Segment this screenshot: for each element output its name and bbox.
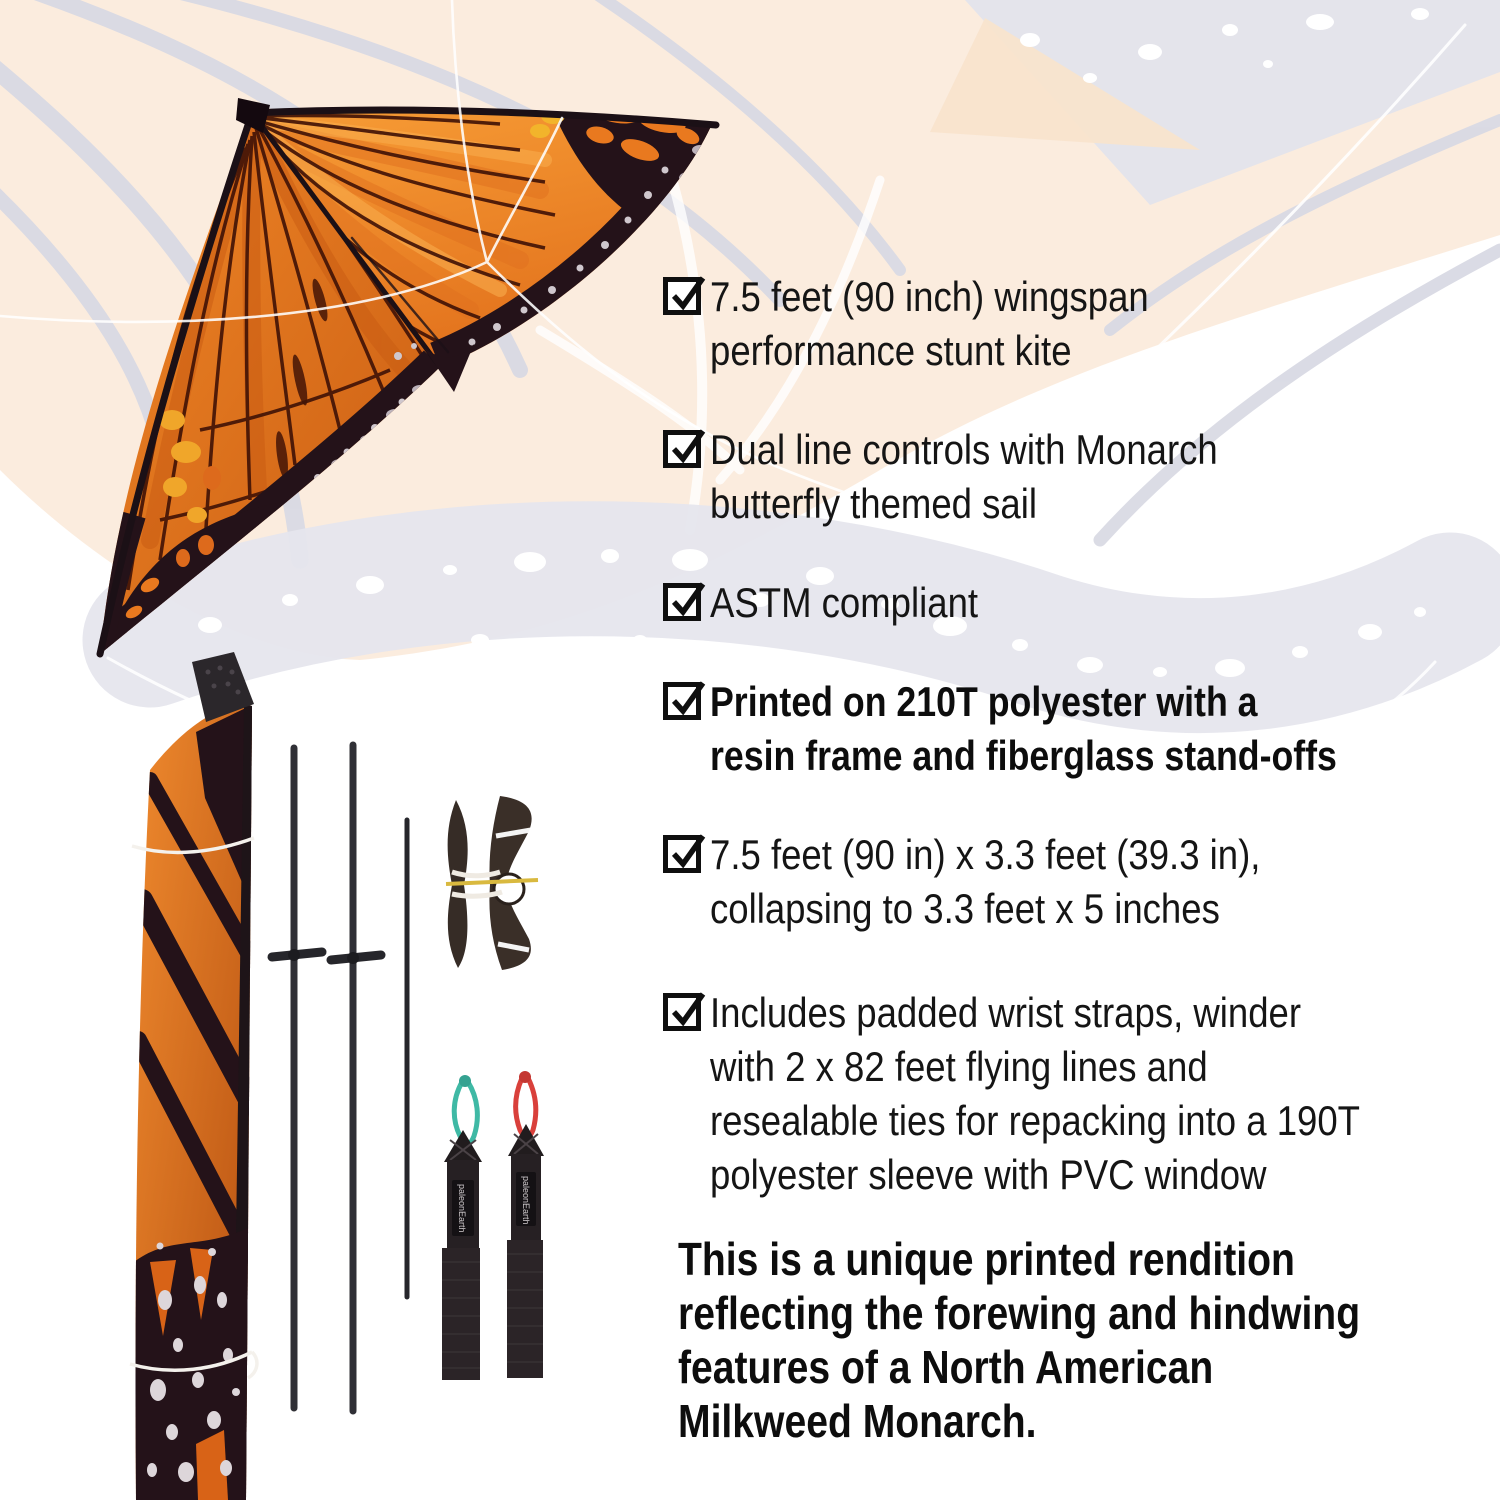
feature-line: 7.5 feet (90 in) x 3.3 feet (39.3 in),	[710, 831, 1261, 878]
checked-checkbox-icon	[663, 993, 701, 1031]
strap-brand-label: paleonEarth	[521, 1176, 531, 1225]
winder-hole	[494, 874, 524, 904]
feature-line: Includes padded wrist straps, winder	[710, 989, 1302, 1036]
feature-text	[710, 828, 1343, 936]
closing-note-line: features of a North American	[678, 1341, 1214, 1393]
feature-item	[663, 270, 1493, 378]
feature-line: resealable ties for repacking into a 190T	[710, 1097, 1360, 1144]
feature-line: performance stunt kite	[710, 327, 1072, 374]
checked-checkbox-icon	[663, 430, 701, 468]
kite-spars	[272, 745, 407, 1411]
closing-note	[678, 1232, 1478, 1448]
feature-text	[710, 675, 1448, 783]
checked-checkbox-icon	[663, 277, 701, 315]
wrist-strap-right	[507, 1071, 544, 1378]
closing-note-line: Milkweed Monarch.	[678, 1395, 1037, 1447]
feature-line: Dual line controls with Monarch	[710, 426, 1218, 473]
feature-item	[663, 576, 1493, 630]
feature-item	[663, 423, 1493, 531]
wrist-strap-left	[442, 1075, 482, 1380]
feature-line: polyester sleeve with PVC window	[710, 1151, 1267, 1198]
wrist-straps	[442, 1071, 544, 1380]
closing-note-line: reflecting the forewing and hindwing	[678, 1287, 1361, 1339]
feature-line: ASTM compliant	[710, 579, 979, 626]
checked-checkbox-icon	[663, 583, 701, 621]
feature-item	[663, 675, 1493, 783]
sleeve-bottom-black	[134, 1228, 248, 1500]
kite-sleeve	[130, 652, 257, 1500]
feature-line: 7.5 feet (90 inch) wingspan	[710, 273, 1149, 320]
feature-list	[663, 270, 1493, 1247]
feature-line: collapsing to 3.3 feet x 5 inches	[710, 885, 1220, 932]
feature-line: Printed on 210T polyester with a	[710, 678, 1258, 725]
feature-text	[710, 423, 1294, 531]
feature-item	[663, 828, 1493, 936]
spar-rod	[331, 745, 381, 1411]
spar-rod	[272, 748, 322, 1408]
checked-checkbox-icon	[663, 682, 701, 720]
checked-checkbox-icon	[663, 835, 701, 873]
feature-text	[710, 270, 1214, 378]
feature-text	[710, 576, 1018, 630]
feature-line: with 2 x 82 feet flying lines and	[710, 1043, 1208, 1090]
feature-line: butterfly themed sail	[710, 480, 1037, 527]
closing-note-line: This is a unique printed rendition	[678, 1233, 1295, 1285]
line-winder	[446, 796, 538, 970]
feature-text	[710, 986, 1457, 1202]
feature-line: resin frame and fiberglass stand-offs	[710, 732, 1337, 779]
feature-item	[663, 986, 1493, 1202]
strap-brand-label: paleonEarth	[457, 1184, 467, 1233]
